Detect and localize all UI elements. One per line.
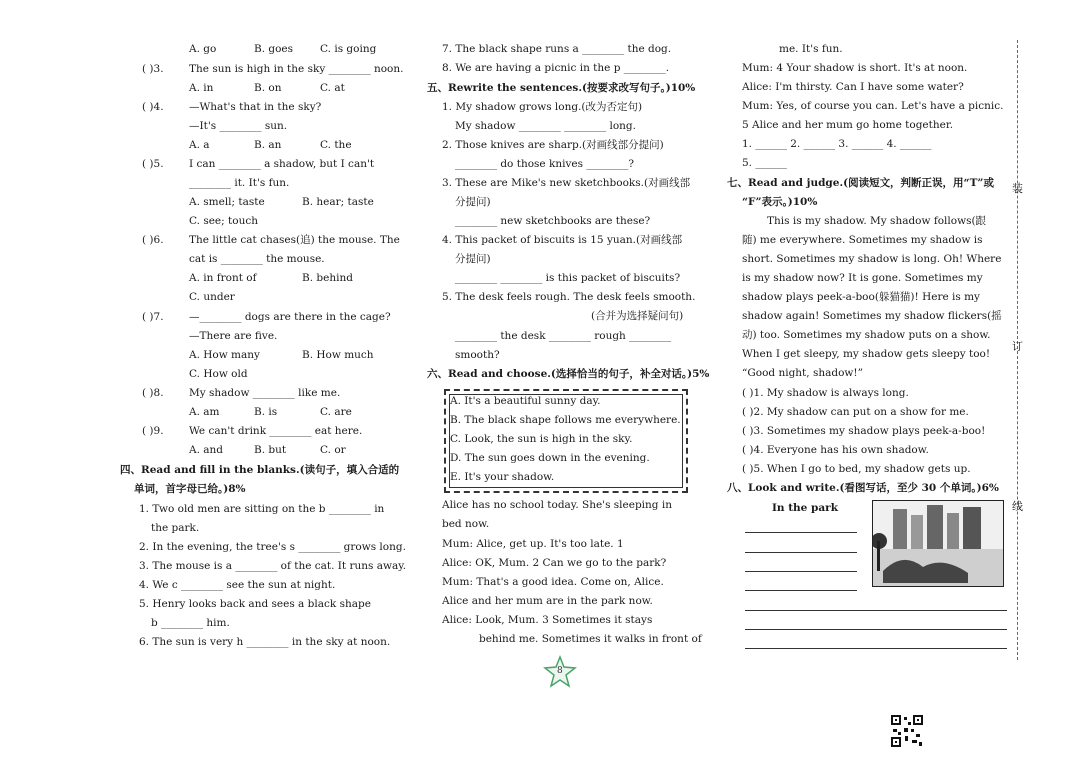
choice-box xyxy=(444,389,688,493)
question-line: We can't drink ________ eat here. xyxy=(189,425,363,437)
rewrite-line: ________ ________ is this packet of biscuits? xyxy=(455,272,681,284)
rewrite-line: 1. My shadow grows long.(改为否定句) xyxy=(442,101,643,113)
rewrite-line: smooth? xyxy=(455,349,500,361)
option-b: B. How much xyxy=(302,349,374,361)
question-line: A. in xyxy=(189,82,214,94)
dialogue-line: Mum: That's a good idea. Come on, Alice. xyxy=(442,576,664,588)
fill-blank-line: 2. In the evening, the tree's s ________ grows long. xyxy=(139,541,406,553)
question-number: ( )5. xyxy=(142,158,164,170)
writing-line[interactable] xyxy=(745,610,1007,611)
question-line: A. a xyxy=(189,139,210,151)
passage-line: shadow again! Sometimes my shadow flickers(摇 xyxy=(742,310,1002,322)
question-line: My shadow ________ like me. xyxy=(189,387,341,399)
question-line: —What's that in the sky? xyxy=(189,101,322,113)
writing-line[interactable] xyxy=(745,552,857,553)
qr-code xyxy=(890,714,924,748)
section-4-title: 四、Read and fill in the blanks.(读句子，填入合适的 xyxy=(120,464,400,476)
question-line: C. How old xyxy=(189,368,248,380)
option-c: C. the xyxy=(320,139,352,151)
section-5-title: 五、Rewrite the sentences.(按要求改写句子。)10% xyxy=(427,82,696,94)
section-6-title: 六、Read and choose.(选择恰当的句子，补全对话。)5% xyxy=(427,368,710,380)
dialogue-line: Alice: OK, Mum. 2 Can we go to the park? xyxy=(442,557,667,569)
dialogue-line: Mum: 4 Your shadow is short. It's at noon. xyxy=(742,62,968,74)
dialogue-line: 5 Alice and her mum go home together. xyxy=(742,119,954,131)
passage-line: This is my shadow. My shadow follows(跟 xyxy=(767,215,987,227)
section-4-title-2: 单词，首字母已给。)8% xyxy=(134,483,246,495)
dialogue-line: Alice: I'm thirsty. Can I have some water? xyxy=(742,81,964,93)
passage-line: 动) too. Sometimes my shadow puts on a show. xyxy=(742,329,991,341)
writing-line[interactable] xyxy=(745,532,857,533)
rewrite-line: 5. The desk feels rough. The desk feels smooth. xyxy=(442,291,696,303)
passage-line: short. Sometimes my shadow is long. Oh! Where xyxy=(742,253,1002,265)
question-line: The little cat chases(追) the mouse. The xyxy=(189,234,400,246)
rewrite-line: 分提问) xyxy=(455,196,491,208)
judge-item: ( )2. My shadow can put on a show for me. xyxy=(742,406,969,418)
question-line: A. How many xyxy=(189,349,260,361)
question-number: ( )9. xyxy=(142,425,164,437)
question-number: ( )8. xyxy=(142,387,164,399)
question-line: —It's ________ sun. xyxy=(189,120,288,132)
dialogue-line: Alice: Look, Mum. 3 Sometimes it stays xyxy=(442,614,653,626)
judge-item: ( )4. Everyone has his own shadow. xyxy=(742,444,929,456)
passage-line: is my shadow now? It is gone. Sometimes my xyxy=(742,272,983,284)
rewrite-line: 4. This packet of biscuits is 15 yuan.(对画线部 xyxy=(442,234,683,246)
dialogue-line: me. It's fun. xyxy=(779,43,843,55)
dialogue-line: bed now. xyxy=(442,518,490,530)
question-line: cat is ________ the mouse. xyxy=(189,253,325,265)
option-c: C. is going xyxy=(320,43,377,55)
rewrite-line: ________ do those knives ________? xyxy=(455,158,634,170)
dialogue-line: 1. ______ 2. ______ 3. ______ 4. ______ xyxy=(742,138,932,150)
option-c: C. or xyxy=(320,444,346,456)
fill-blank-line: 7. The black shape runs a ________ the dog. xyxy=(442,43,672,55)
fill-blank-line: b ________ him. xyxy=(151,617,230,629)
writing-line[interactable] xyxy=(745,629,1007,630)
writing-line[interactable] xyxy=(745,648,1007,649)
dialogue-line: Mum: Yes, of course you can. Let's have a picnic. xyxy=(742,100,1004,112)
rewrite-line: My shadow ________ ________ long. xyxy=(455,120,636,132)
question-line: C. see; touch xyxy=(189,215,258,227)
dialogue-line: Alice and her mum are in the park now. xyxy=(442,595,653,607)
option-b: B. is xyxy=(254,406,278,418)
question-line: —There are five. xyxy=(189,330,278,342)
question-number: ( )3. xyxy=(142,63,164,75)
dialogue-line: behind me. Sometimes it walks in front of xyxy=(479,633,702,645)
section-8-title: 八、Look and write.(看图写话，至少 30 个单词。)6% xyxy=(727,482,999,494)
option-c: C. are xyxy=(320,406,352,418)
rewrite-line: ________ the desk ________ rough ________ xyxy=(455,330,672,342)
judge-item: ( )5. When I go to bed, my shadow gets up. xyxy=(742,463,971,475)
section-7-title-2: “F”表示。)10% xyxy=(742,196,818,208)
question-line: A. in front of xyxy=(189,272,257,284)
option-b: B. hear; taste xyxy=(302,196,374,208)
dialogue-line: Alice has no school today. She's sleeping in xyxy=(442,499,672,511)
passage-line: “Good night, shadow!” xyxy=(742,367,863,379)
passage-line: When I get sleepy, my shadow gets sleepy too! xyxy=(742,348,991,360)
question-number: ( )7. xyxy=(142,311,164,323)
passage-line: shadow plays peek-a-boo(躲猫猫)! Here is my xyxy=(742,291,980,303)
option-c: C. at xyxy=(320,82,345,94)
option-b: B. but xyxy=(254,444,287,456)
writing-line[interactable] xyxy=(745,590,857,591)
choice-option: C. Look, the sun is high in the sky. xyxy=(450,433,633,445)
question-number: ( )6. xyxy=(142,234,164,246)
dialogue-line: 5. ______ xyxy=(742,157,787,169)
question-line: C. under xyxy=(189,291,235,303)
fill-blank-line: 5. Henry looks back and sees a black shape xyxy=(139,598,371,610)
fill-blank-line: 6. The sun is very h ________ in the sky at noon. xyxy=(139,636,391,648)
judge-item: ( )1. My shadow is always long. xyxy=(742,387,909,399)
fill-blank-line: 3. The mouse is a ________ of the cat. It runs away. xyxy=(139,560,407,572)
option-b: B. an xyxy=(254,139,282,151)
fill-blank-line: 1. Two old men are sitting on the b ________ in xyxy=(139,503,385,515)
rewrite-line: ________ new sketchbooks are these? xyxy=(455,215,651,227)
fill-blank-line: the park. xyxy=(151,522,200,534)
passage-line: 随) me everywhere. Sometimes my shadow is xyxy=(742,234,983,246)
dialogue-line: Mum: Alice, get up. It's too late. 1 xyxy=(442,538,624,550)
writing-line[interactable] xyxy=(745,571,857,572)
question-number: ( )4. xyxy=(142,101,164,113)
question-line: A. smell; taste xyxy=(189,196,265,208)
option-b: B. goes xyxy=(254,43,294,55)
question-line: I can ________ a shadow, but I can't xyxy=(189,158,375,170)
section-8-subtitle: In the park xyxy=(772,502,838,514)
rewrite-line: 3. These are Mike's new sketchbooks.(对画线部 xyxy=(442,177,691,189)
page-number: 8 xyxy=(557,666,563,676)
choice-option: B. The black shape follows me everywhere. xyxy=(450,414,681,426)
binding-char-3: 线 xyxy=(1012,500,1023,513)
rewrite-line: (合并为选择疑问句) xyxy=(591,310,684,322)
page-number-star xyxy=(543,655,577,689)
option-b: B. behind xyxy=(302,272,353,284)
question-line: The sun is high in the sky ________ noon. xyxy=(189,63,404,75)
option-b: B. on xyxy=(254,82,282,94)
rewrite-line: 分提问) xyxy=(455,253,491,265)
park-picture xyxy=(872,500,1004,587)
question-line: ________ it. It's fun. xyxy=(189,177,290,189)
judge-item: ( )3. Sometimes my shadow plays peek-a-boo! xyxy=(742,425,986,437)
question-line: A. go xyxy=(189,43,217,55)
binding-char-2: 订 xyxy=(1012,340,1023,353)
choice-option: D. The sun goes down in the evening. xyxy=(450,452,650,464)
binding-char-1: 装 xyxy=(1012,182,1023,195)
fill-blank-line: 4. We c ________ see the sun at night. xyxy=(139,579,336,591)
question-line: —________ dogs are there in the cage? xyxy=(189,311,391,323)
question-line: A. am xyxy=(189,406,220,418)
fill-blank-line: 8. We are having a picnic in the p ________. xyxy=(442,62,670,74)
choice-option: A. It's a beautiful sunny day. xyxy=(450,395,601,407)
choice-option: E. It's your shadow. xyxy=(450,471,555,483)
question-line: A. and xyxy=(189,444,224,456)
section-7-title: 七、Read and judge.(阅读短文，判断正误，用“T”或 xyxy=(727,177,994,189)
rewrite-line: 2. Those knives are sharp.(对画线部分提问) xyxy=(442,139,664,151)
